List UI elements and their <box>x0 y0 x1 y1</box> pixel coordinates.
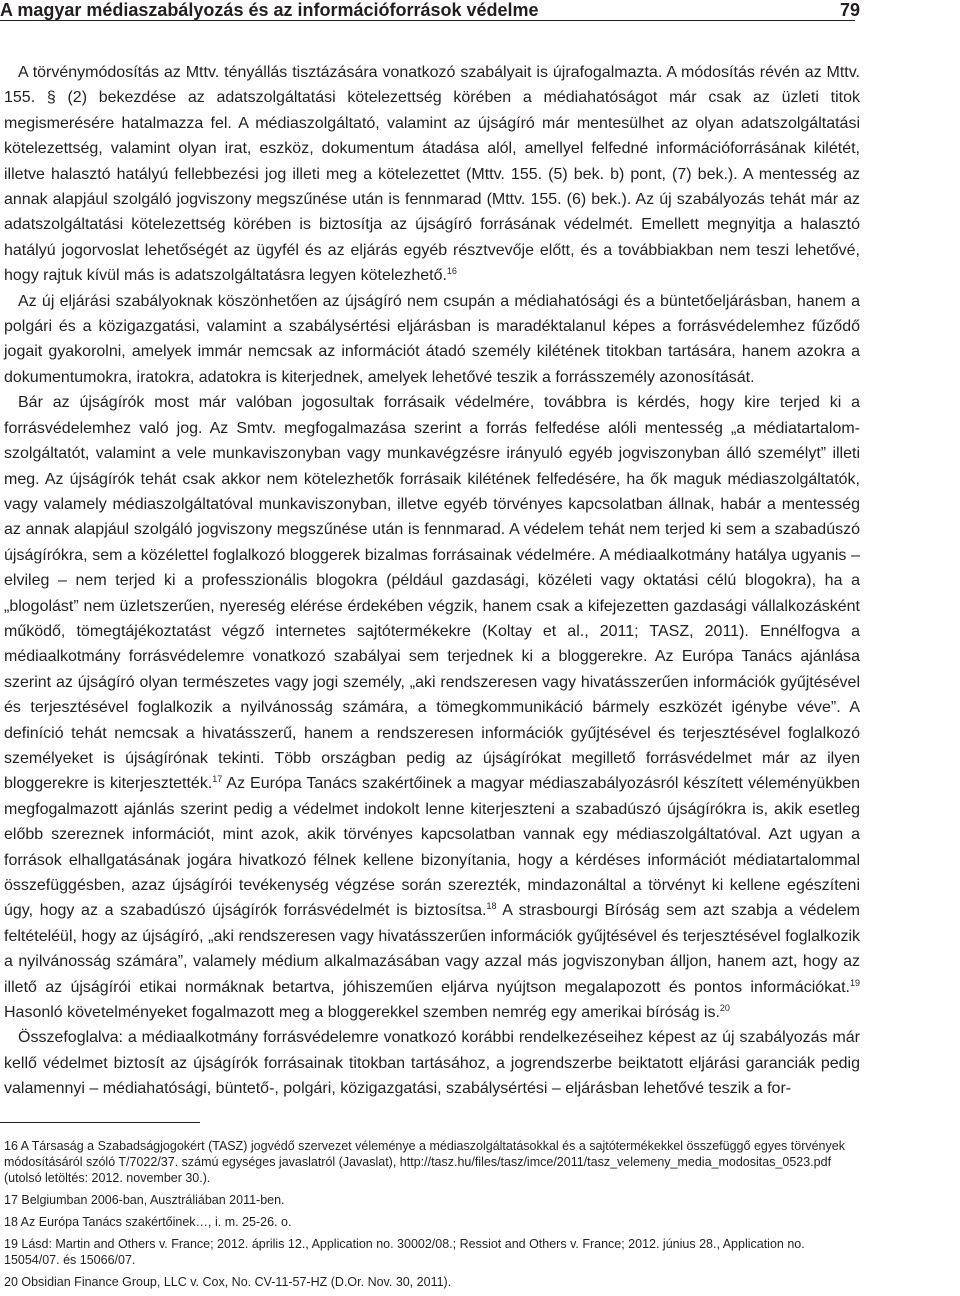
paragraph-text: A törvénymódosítás az Mttv. tényállás tisztázására vonatkozó szabályait is újrafogalmazta. A módosítás révén az Mttv. 155. § (2) bekezdése az adatszolgáltatási kötelezettség körében a médiahatóságot már csak az üzleti titok megismerésére hatalmazza fel. A médiaszolgáltató, valamint az újságíró már mentesülhet az olyan adatszolgáltatási kötelezettség, valamint olyan irat, eszköz, dokumentum átadása alól, amellyel felfedné információforrásának kilétét, illetve halasztó hatályú fellebbezési jog illeti meg a kötelezettet (Mttv. 155. (5) bek. b) pont, (7) bek.). A mentesség az annak alapjául szolgáló jogviszony megszűnése után is fennmarad (Mttv. 155. (6) bek.). Az új szabályozás tehát már az adatszolgáltatási kötelezettség körében is biztosítja az újságíró forrásának védelmét. Emellett megnyitja a halasztó hatályú jogorvoslat lehetőségét az ügyfél és az eljárás egyéb résztvevője előtt, és a továbbiakban nem teszi lehetővé, hogy rajtuk kívül más is adatszolgáltatásra legyen kötelezhető. <box>4 64 860 285</box>
main-text <box>4 60 860 1102</box>
paragraph-1 <box>4 60 860 289</box>
paragraph-3 <box>4 390 860 1025</box>
paragraph-text: Hasonló követelményeket fogalmazott meg a bloggerekkel szemben nemrég egy amerikai bíróság is. <box>4 1004 720 1022</box>
paragraph-text: A strasbourgi Bíróság sem azt szabja a védelem feltételéül, hogy az újságíró, „aki rendszeresen vagy hivatásszerűen információk gyűjtésével és terjesztésével foglalkozik a nyilvánosság számára”, valamely médium alkalmazásában vagy azzal más jogviszonyban álljon, hanem azt, hogy az illető az újságírói etikai normáknak betartva, jóhiszeműen eljárva nyújtson megalapozott és pontos információkat. <box>4 902 861 996</box>
footnote-18: 18 Az Európa Tanács szakértőinek…, i. m. 25-26. o. <box>4 1215 292 1229</box>
footnote-ref-17: 17 <box>212 774 223 785</box>
running-title: A magyar médiaszabályozás és az információforrások védelme <box>0 0 539 20</box>
footnote-separator <box>0 1122 200 1123</box>
footnote-ref-20: 20 <box>719 1003 730 1014</box>
footnote-ref-18: 18 <box>486 901 497 912</box>
paragraph-4 <box>4 1025 860 1101</box>
paragraph-text: Az Európa Tanács szakértőinek a magyar médiaszabályozásról készített véleményükben megfogalmazott ajánlás szerint pedig a védelmet indokolt lenne kiterjeszteni a szabadúszó újságírókra is, akik esetleg előbb szereznek információt, mint azok, akik törvényes kapcsolatban vannak egy médiaszolgáltatóval. Azt ugyan a források elhallgatásának jogára hivatkozó félnek kellene bizonyítania, hogy a kérdéses információt médiatartalommal összefüggésben, azaz újságírói tevékenység végzése során szerezték, mindazonáltal a törvényt ki kellene egészíteni úgy, hogy az a szabadúszó újságírók forrásvédelmét is biztosítsa. <box>4 775 861 920</box>
header-rule <box>0 20 855 21</box>
footnote-17: 17 Belgiumban 2006-ban, Ausztráliában 2011-ben. <box>4 1193 285 1207</box>
paragraph-2 <box>4 289 860 391</box>
page-number: 79 <box>840 0 861 20</box>
running-header <box>0 0 960 22</box>
paragraph-text: Bár az újságírók most már valóban jogosultak forrásaik védelmére, továbbra is kérdés, hogy kire terjed ki a forrásvédelemhez való jog. Az Smtv. megfogalmazása szerint a forrás felfedése alóli mentesség „a médiatartalom-szolgáltatót, valamint a vele munkaviszonyban vagy munkavégzésre irányuló egyéb jogviszonyban álló személyt” illeti meg. Az újságírók tehát csak akkor nem kötelezhetők forrásaik kilétének felfedésére, ha ők maguk médiaszolgáltatók, vagy valamely médiaszolgáltatóval munkaviszonyban, illetve egyéb törvényes kapcsolatban állnak, habár a mentesség az annak alapjául szolgáló jogviszony megszűnése után is fennmarad. A védelem tehát nem terjed ki sem a szabadúszó újságírókra, sem a közélettel foglalkozó bloggerek bizalmas forrásainak védelmére. A médiaalkotmány hatálya ugyanis – elvileg – nem terjed ki a professzionális blogokra (például gazdasági, közéleti vagy oktatási célú blogokra), ha a „blogolást” nem üzletszerűen, nyereség elérése érdekében végzik, hanem csak a kifejezetten gazdasági vállalkozásként működő, tömegtájékoztatást végző internetes sajtótermékekre (Koltay et al., 2011; TASZ, 2011). Ennélfogva a médiaalkotmány forrásvédelemre vonatkozó szabályai sem terjednek ki a bloggerekre. Az Európa Tanács ajánlása szerint az újságíró olyan természetes vagy jogi személy, „aki rendszeresen vagy hivatásszerűen információk gyűjtésével és terjesztésével foglalkozik a nyilvánosság számára, a tömegkommunikáció bármely eszközét igénybe véve”. A definíció tehát nemcsak a hivatásszerű, hanem a rendszeresen információk gyűjtésével és terjesztésével foglalkozó személyeket is újságírónak tekinti. Több országban pedig az újságírókat megillető forrásvédelmet már az ilyen bloggerekre is kiterjesztették. <box>4 394 860 793</box>
footnote-16: 16 A Társaság a Szabadságjogokért (TASZ) jogvédő szervezet véleménye a médiaszolgáltatásokkal és a sajtótermékekkel összefüggő egyes törvények módosításáról szóló T/7022/37. számú egységes javaslatról (Javaslat), http://tasz.hu/files/tasz/imce/2011/tasz_velemeny_media_modositas_0523.pdf (utolsó letöltés: 2012. november 30.). <box>4 1139 845 1185</box>
paragraph-text: Az új eljárási szabályoknak köszönhetően az újságíró nem csupán a médiahatósági és a büntetőeljárásban, hanem a polgári és a közigazgatási, valamint a szabálysértési eljárásban is maradéktalanul képes a forrásvédelemhez fűződő jogait gyakorolni, amelyek immár nemcsak az információt átadó személy kilétének titokban tartására, hanem azokra a dokumentumokra, iratokra, adatokra is kiterjednek, amelyek lehetővé teszik a forrásszemély azonosítását. <box>4 292 860 386</box>
footnote-19: 19 Lásd: Martin and Others v. France; 2012. április 12., Application no. 30002/08.; Ressiot and Others v. France; 2012. június 28., Application no. 15054/07. és 15066/07. <box>4 1237 805 1267</box>
footnote-ref-16: 16 <box>446 266 457 277</box>
paragraph-text: Összefoglalva: a médiaalkotmány forrásvédelemre vonatkozó korábbi rendelkezéseihez képest az új szabályozás már kellő védelmet biztosít az újságírók forrásainak titokban tartásához, a jogrendszerbe beiktatott eljárási garanciák pedig valamennyi – médiahatósági, büntető-, polgári, közigazgatási, szabálysértési – eljárásban lehetővé teszik a for- <box>4 1029 860 1098</box>
footnote-ref-19: 19 <box>849 977 860 988</box>
footnotes <box>4 1138 860 1296</box>
footnote-20: 20 Obsidian Finance Group, LLC v. Cox, No. CV-11-57-HZ (D.Or. Nov. 30, 2011). <box>4 1275 452 1289</box>
